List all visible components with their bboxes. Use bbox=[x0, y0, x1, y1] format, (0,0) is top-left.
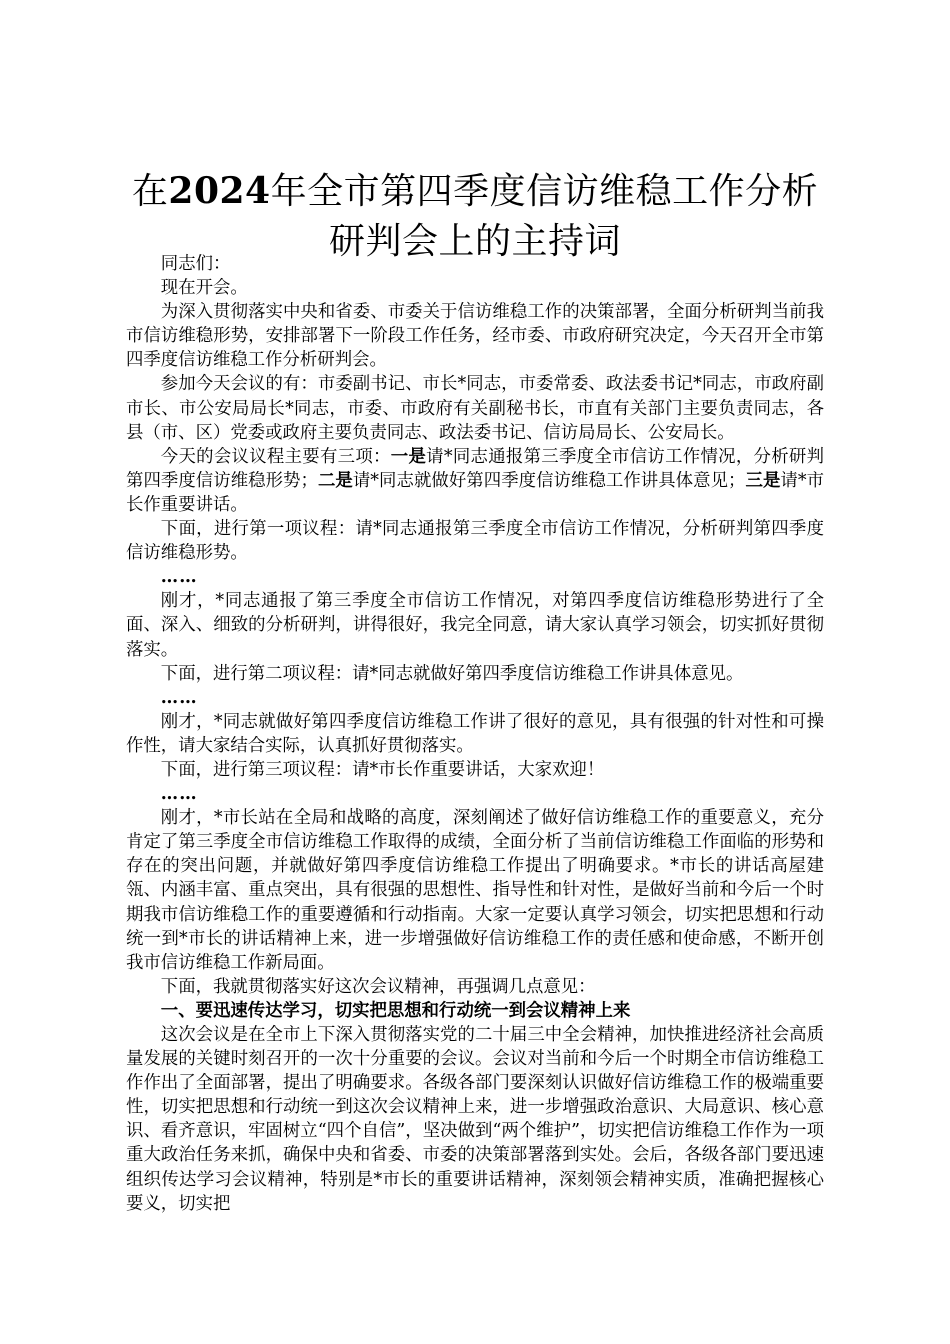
paragraph-agenda-2: 下面，进行第二项议程：请*同志就做好第四季度信访维稳工作讲具体意见。 bbox=[160, 663, 744, 684]
title-rest: 年全市第四季度信访维稳工作分析研判会上的主持词 bbox=[270, 171, 819, 262]
paragraph-summary-3: 刚才，*市长站在全局和战略的高度，深刻阐述了做好信访维稳工作的重要意义，充分肯定了第三季度全市信访维稳工作取得的成绩，全面分析了当前信访维稳工作面临的形势和存在的突出问题，并就做好第四季度信访维稳工作提出了明确要求。*市长的讲话高屋建瓴、内涵丰富、重点突出，具有很强的思想性、指导性和针对性，是做好当前和今后一个时期我市信访维稳工作的重要遵循和行动指南。大家一定要认真学习领会，切实把思想和行动统一到*市长的讲话精神上来，进一步增强做好信访维稳工作的责任感和使命感，不断开创我市信访维稳工作新局面。 bbox=[126, 808, 824, 973]
agenda-item-1-marker: 一是 bbox=[390, 446, 427, 467]
paragraph-summary-2: 刚才，*同志就做好第四季度信访维稳工作讲了很好的意见，具有很强的针对性和可操作性，请大家结合实际，认真抓好贯彻落实。 bbox=[126, 711, 824, 756]
paragraph-summary-1: 刚才，*同志通报了第三季度全市信访工作情况，对第四季度信访维稳形势进行了全面、深入、细致的分析研判，讲得很好，我完全同意，请大家认真学习领会，切实抓好贯彻落实。 bbox=[126, 591, 824, 660]
paragraph-purpose: 为深入贯彻落实中央和省委、市委关于信访维稳工作的决策部署，全面分析研判当前我市信访维稳形势，安排部署下一阶段工作任务，经市委、市政府研究决定，今天召开全市第四季度信访维稳工作分析研判会。 bbox=[126, 302, 824, 371]
agenda-intro: 今天的会议议程主要有三项： bbox=[160, 446, 391, 467]
paragraph-attendees: 参加今天会议的有：市委副书记、市长*同志，市委常委、政法委书记*同志，市政府副市长、市公安局局长*同志，市委、市政府有关副秘书长，市直有关部门主要负责同志，各县（市、区）党委或政府主要负责同志、政法委书记、信访局局长、公安局长。 bbox=[126, 374, 824, 443]
agenda-item-3-text: 请*市长作重要讲话。 bbox=[126, 470, 824, 515]
opening-line: 现在开会。 bbox=[160, 278, 248, 299]
paragraph-transition: 下面，我就贯彻落实好这次会议精神，再强调几点意见： bbox=[160, 976, 596, 997]
title-prefix: 在 bbox=[131, 171, 169, 212]
title-year: 2024 bbox=[168, 170, 271, 212]
section-heading-1: 一、要迅速传达学习，切实把思想和行动统一到会议精神上来 bbox=[160, 1000, 631, 1021]
agenda-item-3-marker: 三是 bbox=[745, 470, 781, 491]
ellipsis-2: …… bbox=[160, 687, 198, 708]
paragraph-section-1: 这次会议是在全市上下深入贯彻落实党的二十届三中全会精神，加快推进经济社会高质量发展的关键时刻召开的一次十分重要的会议。会议对当前和今后一个时期全市信访维稳工作作出了全面部署，提出了明确要求。各级各部门要深刻认识做好信访维稳工作的极端重要性，切实把思想和行动统一到这次会议精神上来，进一步增强政治意识、大局意识、核心意识、看齐意识，牢固树立“四个自信”，坚决做到“两个维护”，切实把信访维稳工作作为一项重大政治任务来抓，确保中央和省委、市委的决策部署落到实处。会后，各级各部门要迅速组织传达学习会议精神，特别是*市长的重要讲话精神，深刻领会精神实质，准确把握核心要义，切实把 bbox=[126, 1025, 824, 1214]
paragraph-agenda bbox=[126, 445, 824, 517]
agenda-item-1-text: 请*同志通报第三季度全市信访工作情况，分析研判第四季度信访维稳形势； bbox=[126, 446, 824, 491]
ellipsis-3: …… bbox=[160, 784, 198, 805]
ellipsis-1: …… bbox=[160, 567, 198, 588]
salutation: 同志们： bbox=[160, 254, 231, 274]
agenda-item-2-text: 请*同志就做好第四季度信访维稳工作讲具体意见； bbox=[352, 470, 746, 491]
paragraph-agenda-1: 下面，进行第一项议程：请*同志通报第三季度全市信访工作情况，分析研判第四季度信访维稳形势。 bbox=[126, 519, 824, 564]
agenda-item-2-marker: 二是 bbox=[317, 470, 353, 491]
document-body bbox=[126, 252, 824, 1216]
paragraph-agenda-3: 下面，进行第三项议程：请*市长作重要讲话，大家欢迎！ bbox=[160, 759, 605, 780]
